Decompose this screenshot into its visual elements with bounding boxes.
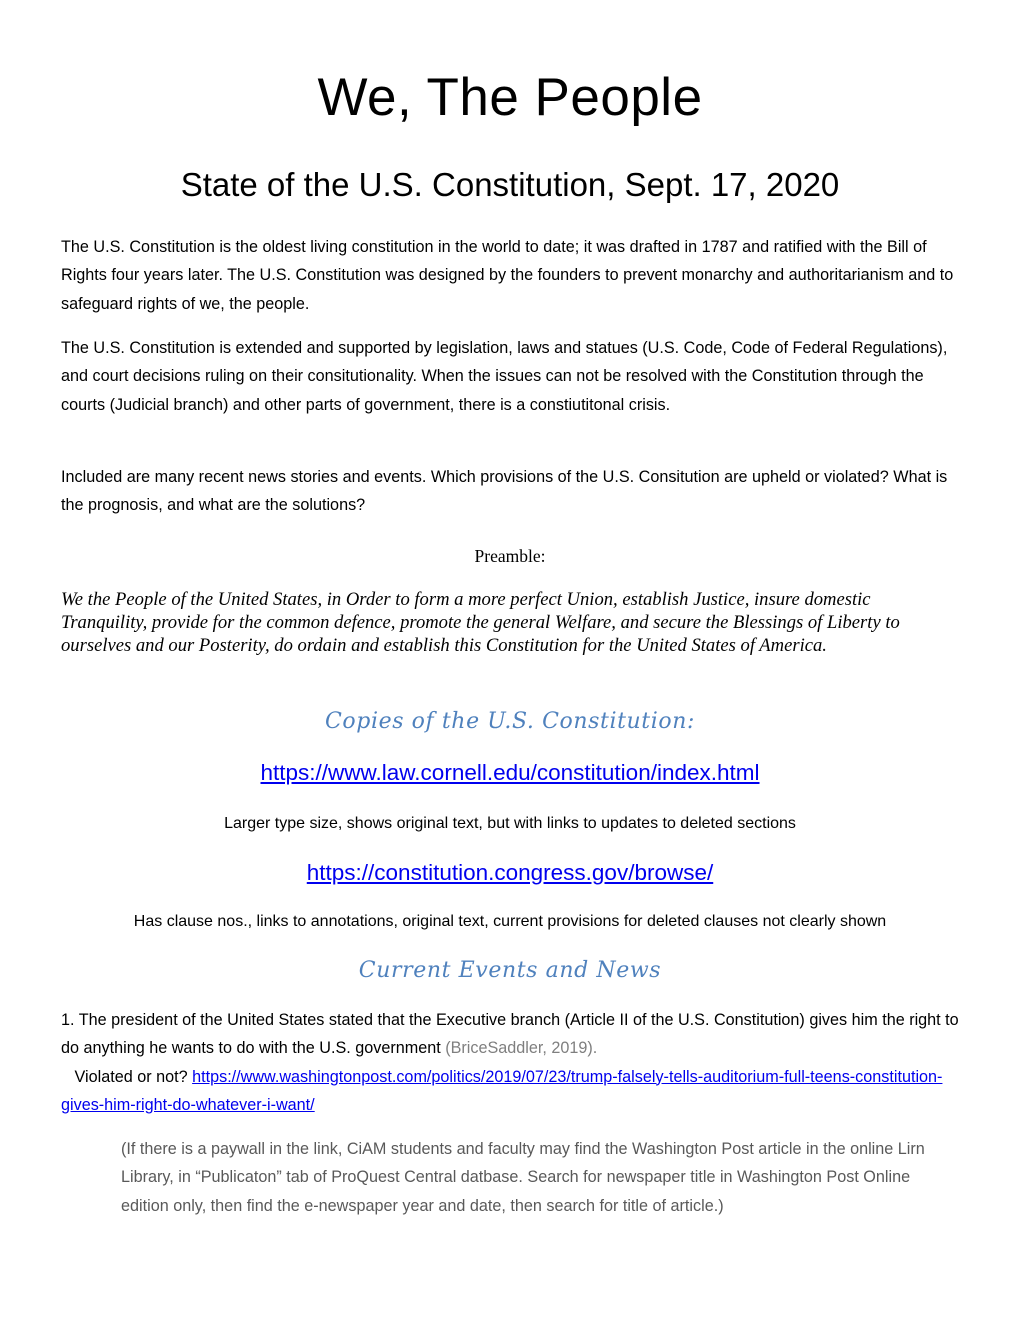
news-item-1-citation: (BriceSaddler, 2019). <box>445 1039 598 1058</box>
copies-heading: Copies of the U.S. Constitution: <box>324 709 696 734</box>
washington-post-link[interactable]: https://www.washingtonpost.com/politics/2019/07/23/trump-falsely-tells-auditorium-full-teens-constitution-gives-him-right-do-whatever-i-want/ <box>61 1067 943 1114</box>
preamble-label: Preamble: <box>474 546 546 566</box>
intro-paragraph-3: Included are many recent news stories and events. Which provisions of the U.S. Consitution are upheld or violated? What is the prognosis, and what are the solutions? <box>61 468 948 515</box>
cornell-constitution-link[interactable]: https://www.law.cornell.edu/constitution/index.html <box>260 760 760 785</box>
intro-paragraph-1: The U.S. Constitution is the oldest living constitution in the world to date; it was drafted in 1787 and ratified with the Bill of Rights four years later. The U.S. Constitution was designed by the founders to prevent monarchy and authoritarianism and to safeguard rights of we, the people. <box>61 238 954 313</box>
page-title: We, The People <box>317 68 703 127</box>
page-subtitle: State of the U.S. Constitution, Sept. 17, 2020 <box>180 166 840 203</box>
cornell-link-note: Larger type size, shows original text, but with links to updates to deleted sections <box>224 815 796 832</box>
congress-constitution-link[interactable]: https://constitution.congress.gov/browse/ <box>306 860 714 885</box>
preamble-text: We the People of the United States, in Order to form a more perfect Union, establish Justice, insure domestic Tranquility, provide for the common defence, promote the general Welfare, and secure the Blessings of Liberty to ourselves and our Posterity, do ordain and establish this Constitution for the United States of America. <box>61 589 900 656</box>
news-heading: Current Events and News <box>358 958 662 983</box>
intro-paragraph-2: The U.S. Constitution is extended and supported by legislation, laws and statues (U.S. Code, Code of Federal Regulations), and court decisions ruling on their consitutionality. When the issues can not be resolved with the Constitution through the courts (Judicial branch) and other parts of government, there is a constiutitonal crisis. <box>61 339 948 414</box>
news-item-1-question: Violated or not? <box>61 1067 193 1086</box>
news-item-1-text: 1. The president of the United States stated that the Executive branch (Article II of the U.S. Constitution) gives him the right to do anything he wants to do with the U.S. government <box>61 1011 959 1058</box>
congress-link-note: Has clause nos., links to annotations, original text, current provisions for deleted clauses not clearly shown <box>133 913 887 930</box>
news-item-1 <box>61 1006 961 1119</box>
paywall-note: (If there is a paywall in the link, CiAM students and faculty may find the Washington Post article in the online Lirn Library, in “Publicaton” tab of ProQuest Central datbase. Search for newspaper title in Washington Post Online edition only, then find the e-newspaper year and date, then search for title of article.) <box>121 1140 925 1215</box>
